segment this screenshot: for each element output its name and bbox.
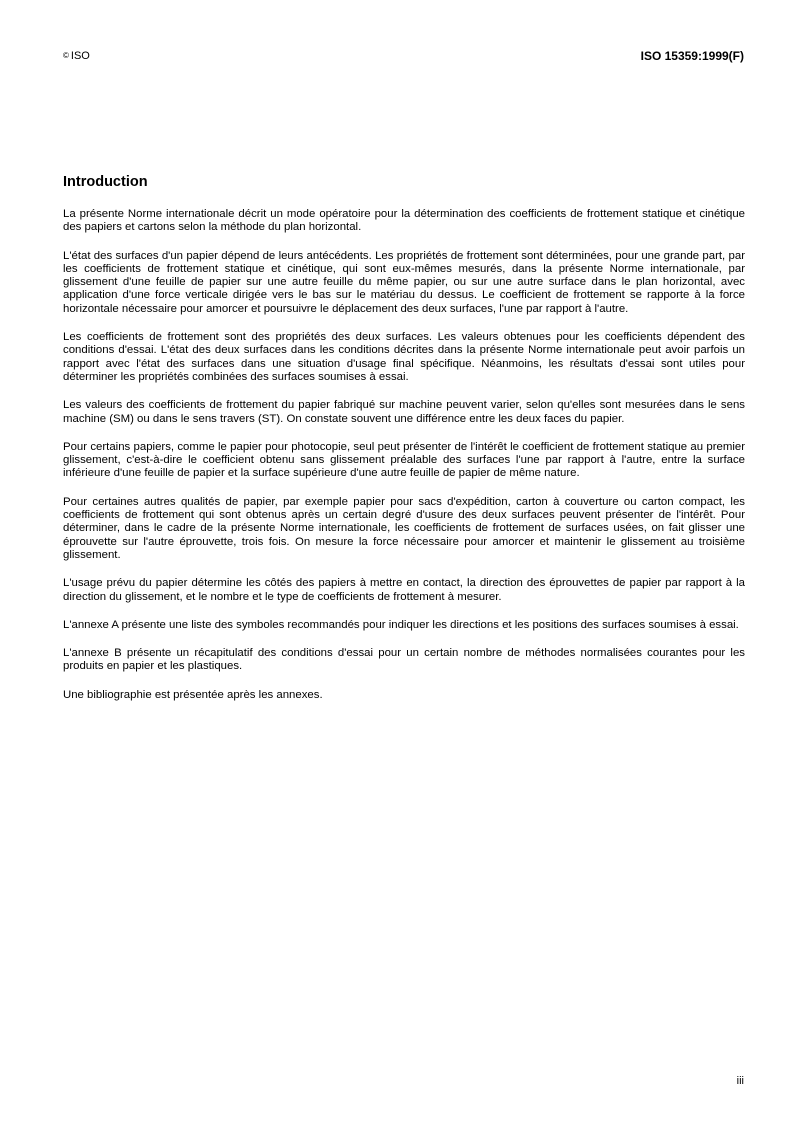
paragraph-8: L'annexe A présente une liste des symboles recommandés pour indiquer les directions et les positions des surfaces soumises à essai.	[63, 618, 739, 631]
copyright-symbol: ©	[63, 51, 69, 60]
header-copyright	[63, 50, 90, 62]
paragraph-1: La présente Norme internationale décrit un mode opératoire pour la détermination des coefficients de frottement statique et cinétique des papiers et cartons selon la méthode du plan horizontal.	[63, 208, 745, 234]
paragraph-3: Les coefficients de frottement sont des propriétés des deux surfaces. Les valeurs obtenues pour les coefficients dépendent des conditions d'essai. L'état des deux surfaces dans les conditions décrites dans la présente Norme internationale peut avoir parfois un rapport avec l'état des surfaces dans une situation d'usage final spécifique. Néanmoins, les résultats d'essai sont utiles pour déterminer les propriétés combinées des surfaces soumises à essai.	[63, 331, 745, 383]
paragraph-9: L'annexe B présente un récapitulatif des conditions d'essai pour un certain nombre de méthodes normalisées courantes pour les produits en papier et les plastiques.	[63, 647, 745, 673]
document-body	[63, 208, 745, 717]
paragraph-7: L'usage prévu du papier détermine les côtés des papiers à mettre en contact, la direction des éprouvettes de papier par rapport à la direction du glissement, et le nombre et le type de coefficients de frottement à mesurer.	[63, 577, 745, 603]
section-title: Introduction	[63, 174, 148, 190]
standard-reference: ISO 15359:1999(F)	[640, 49, 744, 63]
paragraph-2: L'état des surfaces d'un papier dépend de leurs antécédents. Les propriétés de frottement sont déterminées, pour une grande part, par les coefficients de frottement statique et cinétique, qui sont eux-mêmes mesurés, dans la présente Norme internationale, par glissement d'une feuille de papier sur une autre feuille du même papier, ou sur une autre surface dans le plan horizontal, avec application d'une force verticale dirigée vers le bas sur le matériau du dessus. Le coefficient de frottement se rapporte à la force horizontale nécessaire pour amorcer et poursuivre le déplacement des deux surfaces, l'une par rapport à l'autre.	[63, 249, 745, 315]
page-number: iii	[736, 1075, 744, 1087]
paragraph-5: Pour certains papiers, comme le papier pour photocopie, seul peut présenter de l'intérêt le coefficient de frottement statique au premier glissement, c'est-à-dire le coefficient obtenu sans glissement préalable des surfaces l'une par rapport à l'autre, entre la surface inférieure d'une feuille de papier et la surface supérieure d'une autre feuille de papier de même nature.	[63, 440, 745, 480]
paragraph-6: Pour certaines autres qualités de papier, par exemple papier pour sacs d'expédition, carton à couverture ou carton compact, les coefficients de frottement qui sont obtenus après un certain degré d'usure des deux surfaces peuvent présenter de l'intérêt. Pour déterminer, dans le cadre de la présente Norme internationale, les coefficients de frottement de surfaces usées, on fait glisser une éprouvette sur l'autre éprouvette, trois fois. On mesure la force nécessaire pour amorcer et maintenir le glissement au troisième glissement.	[63, 495, 745, 561]
paragraph-10: Une bibliographie est présentée après les annexes.	[63, 688, 323, 701]
paragraph-4: Les valeurs des coefficients de frottement du papier fabriqué sur machine peuvent varier, selon qu'elles sont mesurées dans le sens machine (SM) ou dans le sens travers (ST). On constate souvent une différence entre les deux faces du papier.	[63, 399, 745, 425]
copyright-owner: ISO	[70, 50, 90, 62]
